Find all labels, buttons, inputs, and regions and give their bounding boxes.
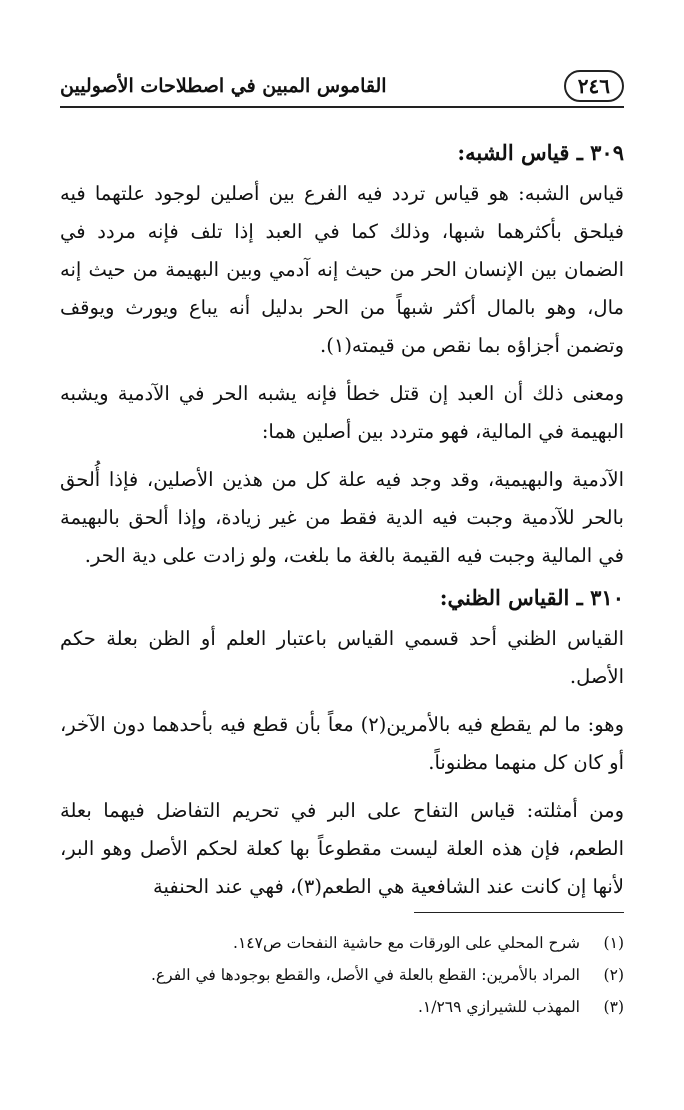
- footnote: [60, 959, 624, 991]
- footnote-separator: [414, 912, 624, 913]
- footnote-text: شرح المحلي على الورقات مع حاشية النفحات ص١٤٧.: [233, 934, 580, 952]
- page-number: ٢٤٦: [564, 70, 624, 102]
- paragraph: ومن أمثلته: قياس التفاح على البر في تحريم التفاضل فيهما بعلة الطعم، فإن هذه العلة ليست مقطوعاً بها كعلة لحكم الأصل وهو البر، لأنها إن كانت عند الشافعية هي الطعم(٣)، فهي عند الحنفية: [60, 799, 624, 898]
- footnote-number: (١): [603, 934, 624, 952]
- footnote-text: المهذب للشيرازي ١/٢٦٩.: [417, 998, 580, 1016]
- paragraph: وهو: ما لم يقطع فيه بالأمرين(٢) معاً بأن قطع فيه بأحدهما دون الآخر، أو كان كل منهما مظنوناً.: [60, 713, 625, 774]
- footnote-number: (٣): [603, 998, 624, 1016]
- section-heading-310: ٣١٠ ـ القياس الظني:: [439, 585, 624, 610]
- main-content: [60, 140, 624, 916]
- paragraph: القياس الظني أحد قسمي القياس باعتبار العلم أو الظن بعلة حكم الأصل.: [60, 627, 624, 688]
- paragraph: ومعنى ذلك أن العبد إن قتل خطأ فإنه يشبه الحر في الآدمية ويشبه البهيمة في المالية، فهو متردد بين أصلين هما:: [60, 382, 624, 443]
- running-header: [60, 66, 624, 108]
- footnote: [60, 927, 624, 959]
- section-heading-309: ٣٠٩ ـ قياس الشبه:: [457, 140, 624, 165]
- footnote-number: (٢): [603, 966, 624, 984]
- paragraph: قياس الشبه: هو قياس تردد فيه الفرع بين أصلين لوجود علتهما فيه فيلحق بأكثرهما شبها، وذلك كما في العبد إذا تلف فإنه مردد في الضمان بين الإنسان الحر من حيث إنه آدمي وبين البهيمة من حيث إنه مال، وهو بالمال أكثر شبهاً من الحر بدليل أنه يباع ويورث ويوقف وتضمن أجزاؤه بما نقص من قيمته(١).: [60, 182, 624, 357]
- footnote-text: المراد بالأمرين: القطع بالعلة في الأصل، والقطع بوجودها في الفرع.: [150, 966, 580, 984]
- header-title: القاموس المبين في اصطلاحات الأصوليين: [60, 75, 387, 97]
- footnotes: [60, 912, 624, 1023]
- footnote: [60, 991, 624, 1023]
- paragraph: الآدمية والبهيمية، وقد وجد فيه علة كل من هذين الأصلين، فإذا أُلحق بالحر للآدمية وجبت فيه الدية فقط من غير زيادة، وإذا ألحق بالبهيمة في المالية وجبت فيه القيمة بالغة ما بلغت، ولو زادت على دية الحر.: [60, 468, 624, 567]
